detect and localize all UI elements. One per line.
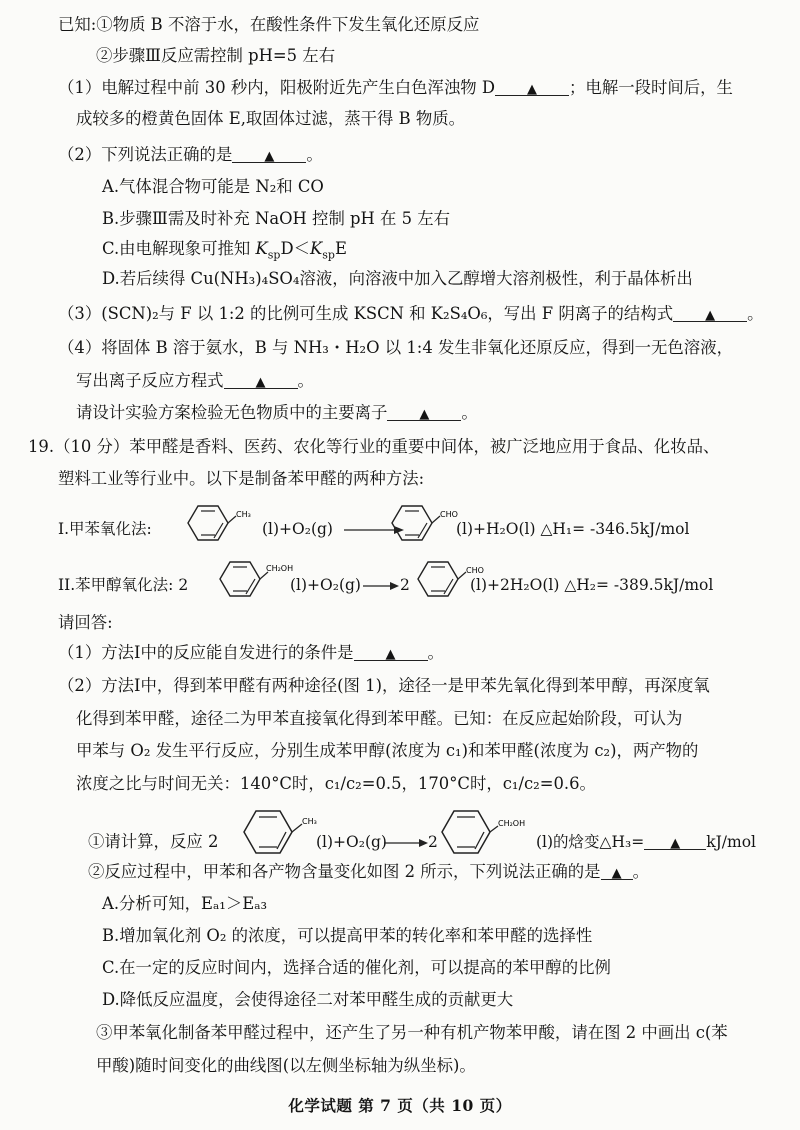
answer-blank[interactable]: ▲	[387, 402, 461, 421]
toluene-structure	[176, 500, 276, 546]
question-2: （2）下列说法正确的是 ▲ 。	[58, 145, 323, 164]
option-d: D.降低反应温度，会使得途径二对苯甲醛生成的贡献更大	[102, 990, 514, 1009]
statement-2: ②反应过程中，甲苯和各产物含量变化如图 2 所示，下列说法正确的是 ▲ 。	[88, 862, 649, 881]
question-1-cont: 成较多的橙黄色固体 E,取固体过滤，蒸干得 B 物质。	[76, 109, 466, 128]
answer-blank[interactable]: ▲	[232, 144, 306, 163]
statement-3: ③甲苯氧化制备苯甲醛过程中，还产生了另一种有机产物苯甲酸，请在图 2 中画出 c(苯	[96, 1023, 728, 1042]
coefficient-2: 2	[428, 833, 438, 851]
question-4-experiment: 请设计实验方案检验无色物质中的主要离子 ▲ 。	[76, 403, 478, 422]
option-a: A.气体混合物可能是 N₂和 CO	[102, 177, 324, 196]
question-4-equation: 写出离子反应方程式 ▲ 。	[76, 371, 314, 390]
part-1: （1）方法I中的反应能自发进行的条件是 ▲ 。	[58, 643, 444, 662]
answer-blank[interactable]: ▲	[601, 861, 633, 880]
part-2: （2）方法I中，得到苯甲醛有两种途径(图 1)，途径一是甲苯先氧化得到苯甲醇，再深度氧	[58, 676, 710, 695]
calc-reactants: (l)+O₂(g)	[316, 833, 387, 851]
method-1-label: I.甲苯氧化法:	[58, 520, 152, 538]
part-2-cont3: 浓度之比与时间无关：140°C时，c₁/c₂=0.5，170°C时，c₁/c₂=0.6。	[76, 774, 596, 793]
option-c: C.在一定的反应时间内，选择合适的催化剂，可以提高的苯甲醇的比例	[102, 958, 611, 977]
answer-blank[interactable]: ▲	[224, 370, 298, 389]
question-19: 19.（10 分）苯甲醛是香料、医药、农化等行业的重要中间体，被广泛地应用于食品、化妆品、	[28, 437, 720, 456]
reaction-arrow	[384, 837, 428, 849]
method-1-products: (l)+H₂O(l) △H₁= -346.5kJ/mol	[456, 520, 690, 538]
part-2-cont1: 化得到苯甲醛，途径二为甲苯直接氧化得到苯甲醛。已知：在反应起始阶段，可认为	[76, 709, 683, 728]
benzyl-alcohol-structure	[434, 804, 544, 860]
method-2-label: II.苯甲醇氧化法: 2	[58, 576, 189, 594]
method-2-products: (l)+2H₂O(l) △H₂= -389.5kJ/mol	[470, 576, 714, 594]
given-info-2: ②步骤Ⅲ反应需控制 pH=5 左右	[96, 46, 336, 65]
method-2-reactants: (l)+O₂(g)	[290, 576, 361, 594]
part-2-cont2: 甲苯与 O₂ 发生平行反应，分别生成苯甲醇(浓度为 c₁)和苯甲醛(浓度为 c₂)，两产物的	[76, 741, 699, 760]
given-info-1: 已知:①物质 B 不溶于水，在酸性条件下发生氧化还原反应	[58, 15, 480, 34]
question-19-cont: 塑料工业等行业中。以下是制备苯甲醛的两种方法:	[58, 469, 425, 488]
option-b: B.步骤Ⅲ需及时补充 NaOH 控制 pH 在 5 左右	[102, 209, 451, 228]
svg-text:CHO: CHO	[466, 566, 484, 575]
option-b: B.增加氧化剂 O₂ 的浓度，可以提高甲苯的转化率和苯甲醛的选择性	[102, 926, 593, 945]
answer-blank[interactable]: ▲	[354, 642, 428, 661]
option-c: C.由电解现象可推知 $K_{sp}D<K_{sp}E$	[102, 239, 347, 262]
answer-blank[interactable]: ▲	[673, 303, 747, 322]
svg-text:CH₃: CH₃	[302, 817, 317, 826]
answer-blank[interactable]: ▲	[495, 77, 569, 96]
question-1: （1）电解过程中前 30 秒内，阳极附近先产生白色浑浊物 D ▲ ；电解一段时间后，生	[58, 78, 733, 97]
page-footer: 化学试题 第 7 页（共 10 页）	[288, 1096, 512, 1115]
option-a: A.分析可知，Eₐ₁＞Eₐ₃	[102, 894, 268, 913]
svg-text:CH₂OH: CH₂OH	[266, 564, 294, 573]
option-d: D.若后续得 Cu(NH₃)₄SO₄溶液，向溶液中加入乙醇增大溶剂极性，利于晶体析出	[102, 269, 693, 288]
reaction-arrow	[363, 580, 399, 592]
answer-prompt: 请回答:	[58, 613, 113, 632]
ch3-label: CH₃	[236, 510, 251, 519]
svg-text:CHO: CHO	[440, 510, 458, 519]
question-4: （4）将固体 B 溶于氨水，B 与 NH₃・H₂O 以 1:4 发生非氧化还原反应，得到一无色溶液，	[58, 338, 733, 357]
answer-blank[interactable]: ▲	[644, 831, 706, 850]
calc-enthalpy: (l)的焓变△H₃= ▲ kJ/mol	[536, 833, 757, 851]
calc-prompt: ①请计算，反应 2	[88, 832, 219, 851]
statement-3-cont: 甲酸)随时间变化的曲线图(以左侧坐标轴为纵坐标)。	[96, 1056, 476, 1075]
coefficient-2: 2	[400, 576, 410, 594]
question-3: （3）(SCN)₂与 F 以 1:2 的比例可生成 KSCN 和 K₂S₄O₆，写出 F 阴离子的结构式 ▲ 。	[58, 304, 764, 323]
svg-text:CH₂OH: CH₂OH	[498, 819, 526, 828]
method-1-reactants: (l)+O₂(g)	[262, 520, 333, 538]
